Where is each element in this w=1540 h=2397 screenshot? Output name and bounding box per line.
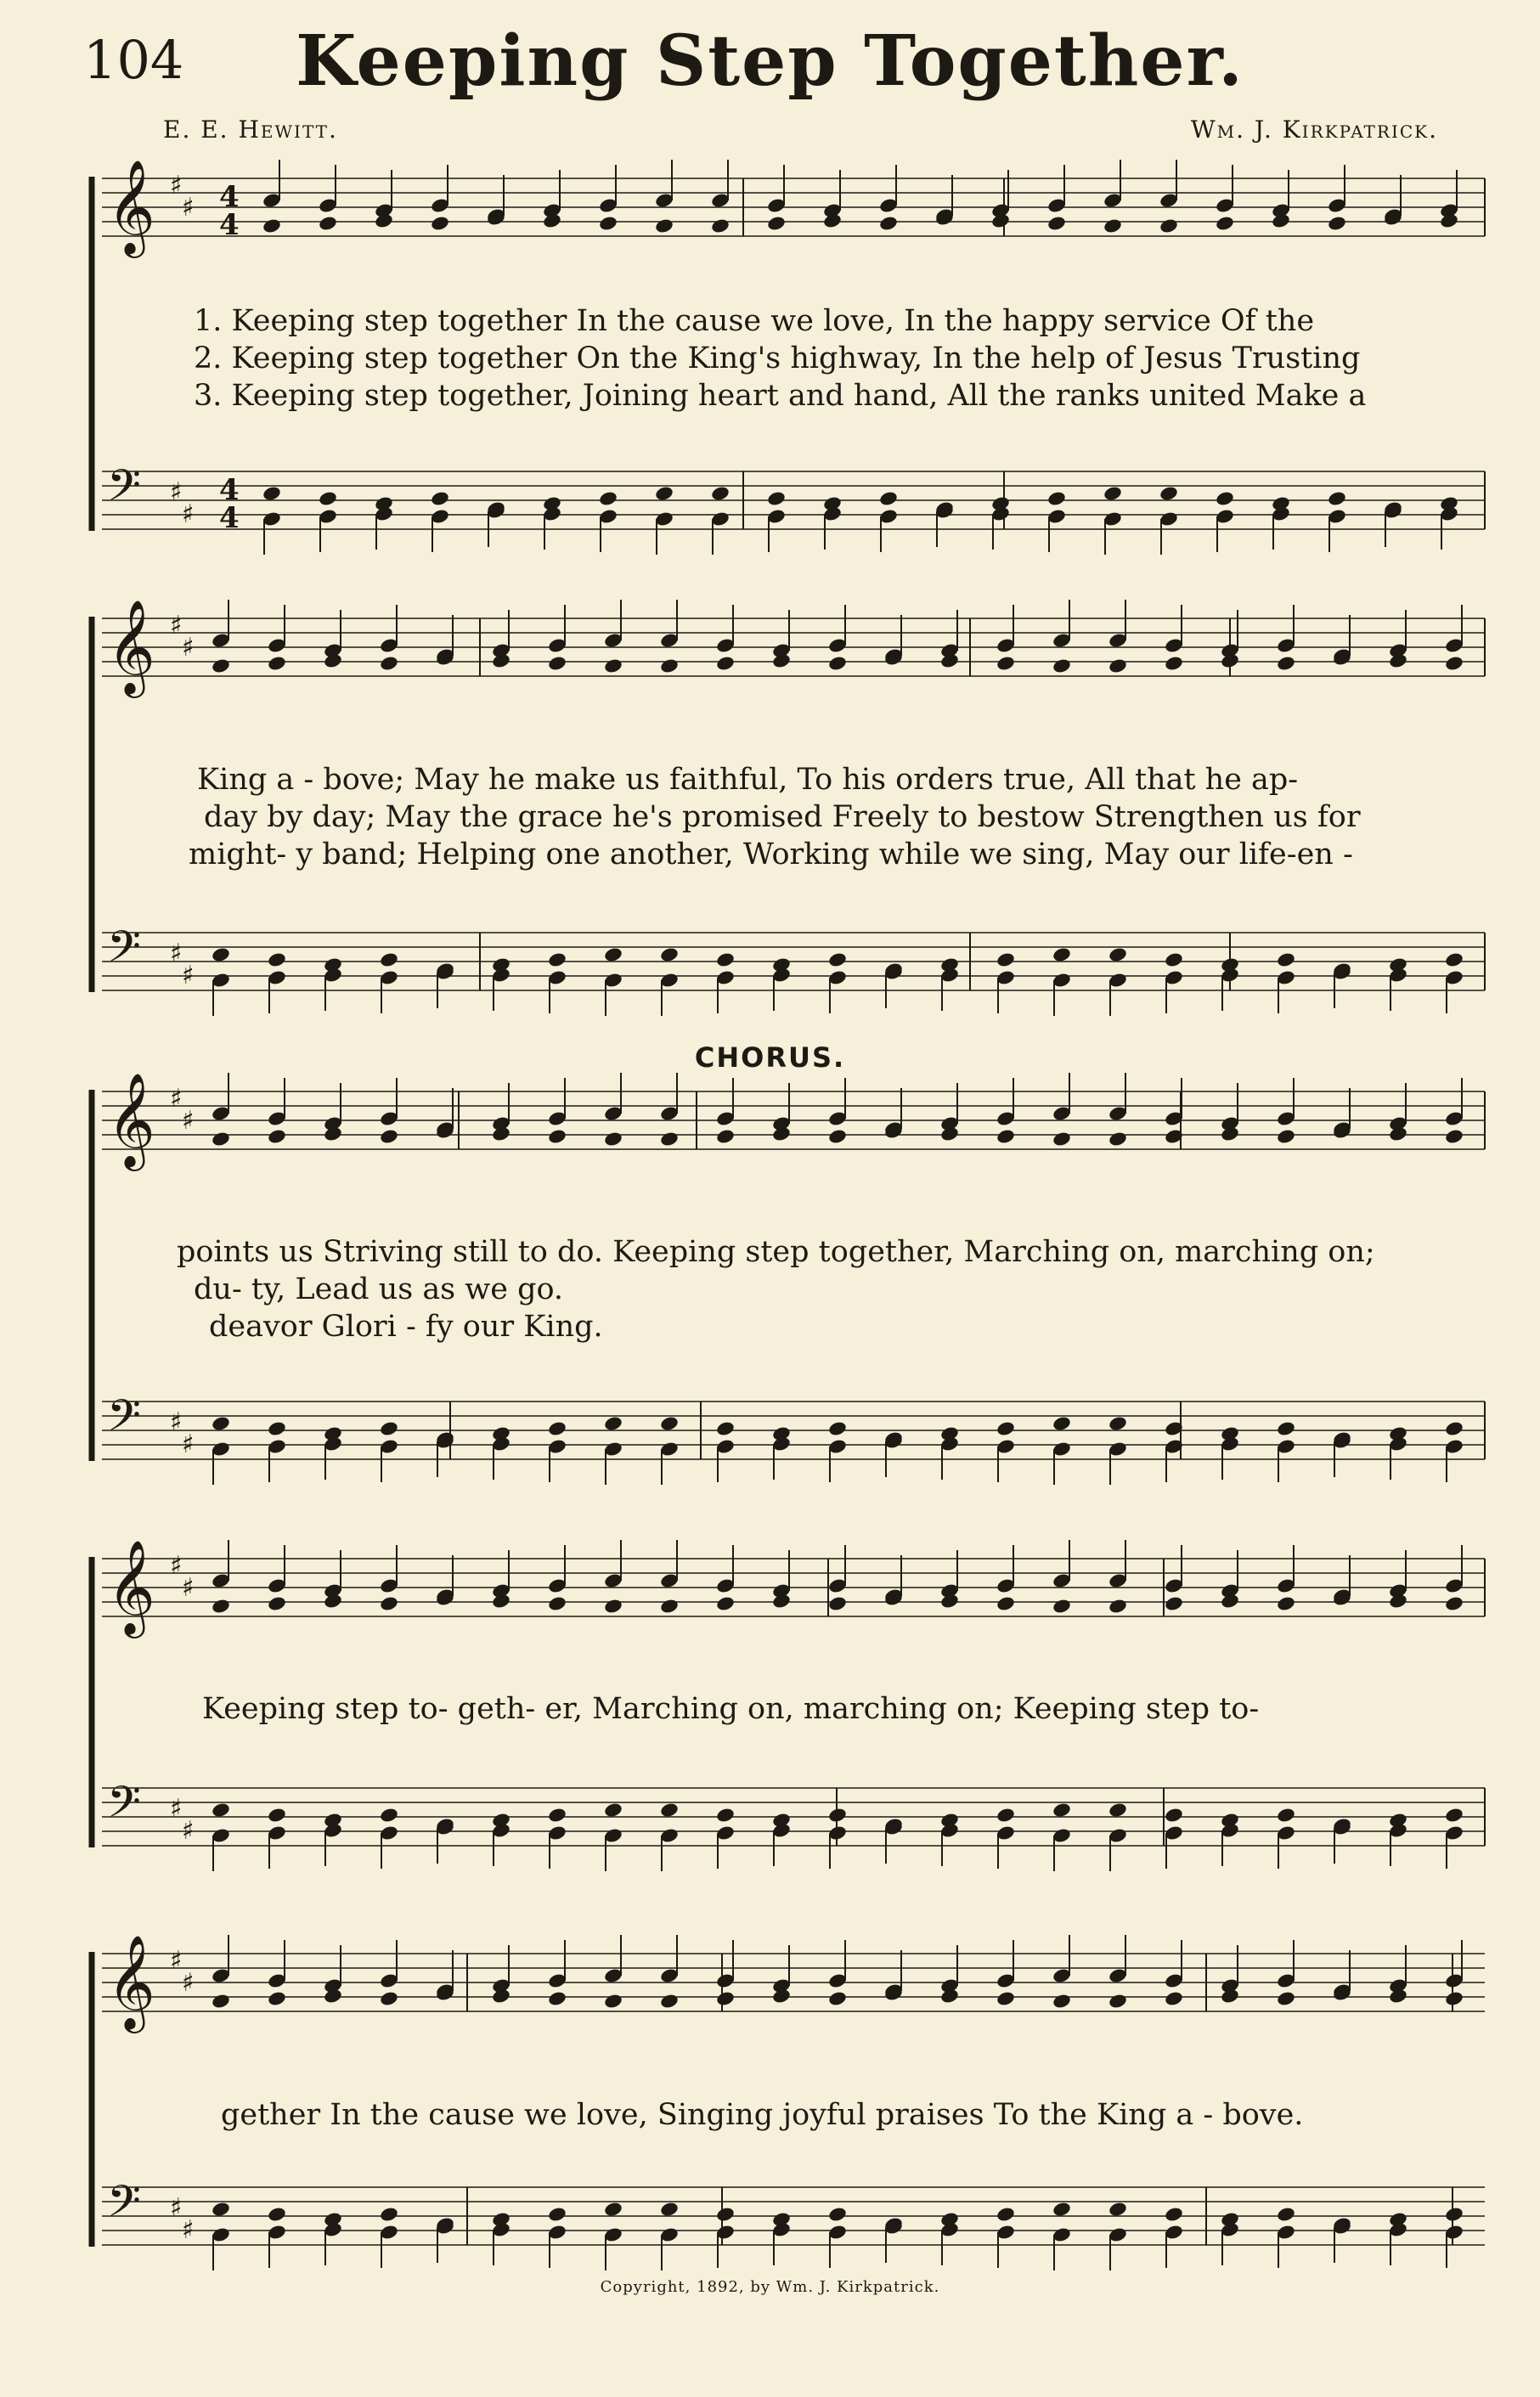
note-head — [659, 1131, 680, 1148]
note-head — [1444, 2206, 1464, 2223]
key-sharp: ♯ — [182, 961, 195, 990]
key-sharp: ♯ — [170, 1551, 183, 1581]
note-head — [547, 1595, 567, 1612]
note-head — [654, 485, 674, 502]
note-head — [267, 655, 287, 672]
note-head — [1276, 1990, 1296, 2007]
note-head — [996, 1807, 1016, 1824]
note-head — [603, 1598, 623, 1615]
note-head — [659, 946, 680, 963]
note-head — [827, 1420, 848, 1437]
note-head — [379, 1807, 399, 1824]
bass-clef: 𝄢 — [107, 921, 141, 983]
note-head — [996, 1128, 1016, 1145]
note-head — [1215, 490, 1235, 507]
note-head — [1444, 1128, 1464, 1145]
chorus-label: CHORUS. — [694, 1041, 846, 1074]
verse-2-line-3: du- ty, Lead us as we go. — [194, 1272, 564, 1306]
note-head — [715, 1595, 736, 1612]
note-head — [379, 2206, 399, 2223]
verse-2-line-1: 2. Keeping step together On the King's highway, In the help of Jesus Trusting — [194, 341, 1361, 375]
note-head — [1164, 1595, 1184, 1612]
treble-clef: 𝄞 — [107, 1539, 155, 1634]
note-head — [1103, 217, 1123, 234]
page-number: 104 — [83, 29, 184, 91]
note-head — [1108, 1598, 1128, 1615]
note-head — [659, 1598, 680, 1615]
note-head — [715, 1420, 736, 1437]
note-head — [766, 215, 787, 232]
note-head — [267, 1595, 287, 1612]
key-sharp: ♯ — [182, 1968, 195, 1998]
note-head — [1276, 1595, 1296, 1612]
note-head — [1108, 657, 1128, 674]
note-head — [1164, 951, 1184, 968]
note-head — [659, 1415, 680, 1432]
note-head — [211, 1802, 231, 1819]
note-head — [1108, 946, 1128, 963]
note-head — [211, 946, 231, 963]
note-head — [267, 2206, 287, 2223]
note-head — [1052, 1993, 1072, 2010]
note-head — [1108, 1802, 1128, 1819]
note-head — [996, 951, 1016, 968]
verse-3-line-2: might- y band; Helping one another, Working while we sing, May our life-en - — [189, 838, 1353, 871]
key-sharp: ♯ — [182, 1573, 195, 1603]
time-signature-top: 4 — [219, 180, 240, 214]
note-head — [603, 1993, 623, 2010]
note-head — [659, 657, 680, 674]
note-head — [1052, 1131, 1072, 1148]
note-head — [1108, 1131, 1128, 1148]
note-head — [1046, 215, 1067, 232]
note-head — [715, 1990, 736, 2007]
note-head — [1444, 1420, 1464, 1437]
note-head — [1276, 1420, 1296, 1437]
chorus-line-2: gether In the cause we love, Singing joyful praises To the King a - bove. — [221, 2098, 1304, 2132]
note-head — [827, 655, 848, 672]
note-head — [1276, 2206, 1296, 2223]
note-head — [598, 215, 618, 232]
note-head — [318, 215, 338, 232]
verse-3-line-1: 3. Keeping step together, Joining heart and hand, All the ranks united Make a — [194, 379, 1367, 413]
note-head — [710, 485, 731, 502]
key-sharp: ♯ — [182, 1430, 195, 1459]
note-head — [1164, 1807, 1184, 1824]
note-head — [379, 1595, 399, 1612]
note-head — [1052, 657, 1072, 674]
note-head — [1108, 1415, 1128, 1432]
key-sharp: ♯ — [170, 1794, 183, 1824]
note-head — [1444, 951, 1464, 968]
note-head — [1159, 217, 1179, 234]
note-head — [547, 1807, 567, 1824]
note-head — [1444, 1595, 1464, 1612]
note-head — [603, 1415, 623, 1432]
note-head — [1327, 215, 1347, 232]
treble-clef: 𝄞 — [107, 159, 155, 254]
note-head — [827, 1807, 848, 1824]
note-head — [1276, 951, 1296, 968]
note-head — [267, 1128, 287, 1145]
note-head — [1103, 485, 1123, 502]
note-head — [1276, 1128, 1296, 1145]
note-head — [547, 1128, 567, 1145]
note-head — [211, 1598, 231, 1615]
note-head — [827, 1595, 848, 1612]
bass-clef: 𝄢 — [107, 1390, 141, 1452]
key-sharp: ♯ — [170, 171, 183, 200]
note-head — [430, 215, 450, 232]
note-head — [379, 951, 399, 968]
treble-clef: 𝄞 — [107, 1072, 155, 1167]
note-head — [547, 2206, 567, 2223]
key-sharp: ♯ — [170, 477, 183, 507]
note-head — [267, 951, 287, 968]
note-head — [211, 2201, 231, 2218]
note-head — [1444, 1990, 1464, 2007]
key-sharp: ♯ — [170, 1407, 183, 1437]
note-head — [715, 2206, 736, 2223]
note-head — [547, 655, 567, 672]
chorus-line-1: Keeping step to- geth- er, Marching on, marching on; Keeping step to- — [202, 1692, 1260, 1726]
bass-clef: 𝄢 — [107, 460, 141, 522]
note-head — [379, 1128, 399, 1145]
note-head — [1052, 1598, 1072, 1615]
note-head — [211, 1993, 231, 2010]
note-head — [996, 2206, 1016, 2223]
note-head — [603, 946, 623, 963]
note-head — [262, 485, 282, 502]
note-head — [1276, 1807, 1296, 1824]
verse-1-line-3: points us Striving still to do. Keeping step together, Marching on, marching on; — [177, 1235, 1375, 1269]
key-sharp: ♯ — [182, 2215, 195, 2245]
treble-clef: 𝄞 — [107, 599, 155, 694]
note-head — [659, 1993, 680, 2010]
note-head — [996, 1420, 1016, 1437]
note-head — [878, 215, 899, 232]
key-sharp: ♯ — [182, 633, 195, 663]
key-sharp: ♯ — [182, 1816, 195, 1846]
key-sharp: ♯ — [170, 939, 183, 968]
verse-1-line-1: 1. Keeping step together In the cause we love, In the happy service Of the — [194, 304, 1315, 338]
note-head — [379, 1990, 399, 2007]
note-head — [379, 1420, 399, 1437]
note-head — [654, 217, 674, 234]
note-head — [996, 1990, 1016, 2007]
note-head — [996, 1595, 1016, 1612]
note-head — [878, 490, 899, 507]
time-signature-bottom: 4 — [219, 208, 240, 242]
note-head — [1052, 1802, 1072, 1819]
lyricist-credit: E. E. Hewitt. — [163, 116, 338, 144]
note-head — [547, 1990, 567, 2007]
note-head — [827, 2206, 848, 2223]
note-head — [715, 1807, 736, 1824]
composer-credit: Wm. J. Kirkpatrick. — [1190, 116, 1438, 144]
key-sharp: ♯ — [170, 1946, 183, 1976]
note-head — [1444, 1807, 1464, 1824]
note-head — [1108, 1993, 1128, 2010]
note-head — [267, 1420, 287, 1437]
note-head — [603, 1802, 623, 1819]
key-sharp: ♯ — [182, 193, 195, 223]
verse-1-line-2: King a - bove; May he make us faithful, To his orders true, All that he ap- — [197, 763, 1299, 797]
note-head — [1052, 2201, 1072, 2218]
time-signature-bottom: 4 — [219, 501, 240, 535]
note-head — [211, 657, 231, 674]
note-head — [715, 951, 736, 968]
note-head — [710, 217, 731, 234]
note-head — [1108, 2201, 1128, 2218]
note-head — [659, 1802, 680, 1819]
note-head — [603, 657, 623, 674]
verse-3-line-3: deavor Glori - fy our King. — [209, 1310, 603, 1344]
treble-clef: 𝄞 — [107, 1934, 155, 2029]
note-head — [267, 1990, 287, 2007]
bass-clef: 𝄢 — [107, 2175, 141, 2237]
note-head — [659, 2201, 680, 2218]
bass-clef: 𝄢 — [107, 1776, 141, 1838]
note-head — [211, 1131, 231, 1148]
note-head — [603, 2201, 623, 2218]
note-head — [827, 1990, 848, 2007]
key-sharp: ♯ — [182, 1106, 195, 1136]
note-head — [1164, 655, 1184, 672]
note-head — [211, 1415, 231, 1432]
note-head — [267, 1807, 287, 1824]
note-head — [1276, 655, 1296, 672]
note-head — [318, 490, 338, 507]
note-head — [1444, 655, 1464, 672]
note-head — [547, 1420, 567, 1437]
key-sharp: ♯ — [170, 2193, 183, 2223]
key-sharp: ♯ — [170, 1084, 183, 1114]
note-head — [1327, 490, 1347, 507]
note-head — [603, 1131, 623, 1148]
time-signature-top: 4 — [219, 473, 240, 507]
note-head — [827, 951, 848, 968]
note-head — [379, 655, 399, 672]
note-head — [262, 217, 282, 234]
song-title: Keeping Step Together. — [296, 20, 1244, 102]
note-head — [827, 1128, 848, 1145]
note-head — [1052, 1415, 1072, 1432]
note-head — [1215, 215, 1235, 232]
note-head — [1052, 946, 1072, 963]
note-head — [1164, 2206, 1184, 2223]
note-head — [715, 1128, 736, 1145]
note-head — [1164, 1990, 1184, 2007]
verse-2-line-2: day by day; May the grace he's promised Freely to bestow Strengthen us for — [204, 800, 1361, 834]
note-head — [1159, 485, 1179, 502]
note-head — [766, 490, 787, 507]
note-head — [430, 490, 450, 507]
note-head — [547, 951, 567, 968]
copyright-notice: Copyright, 1892, by Wm. J. Kirkpatrick. — [600, 2278, 940, 2296]
note-head — [996, 655, 1016, 672]
note-head — [598, 490, 618, 507]
note-head — [1046, 490, 1067, 507]
key-sharp: ♯ — [182, 499, 195, 529]
note-head — [715, 655, 736, 672]
key-sharp: ♯ — [170, 611, 183, 640]
